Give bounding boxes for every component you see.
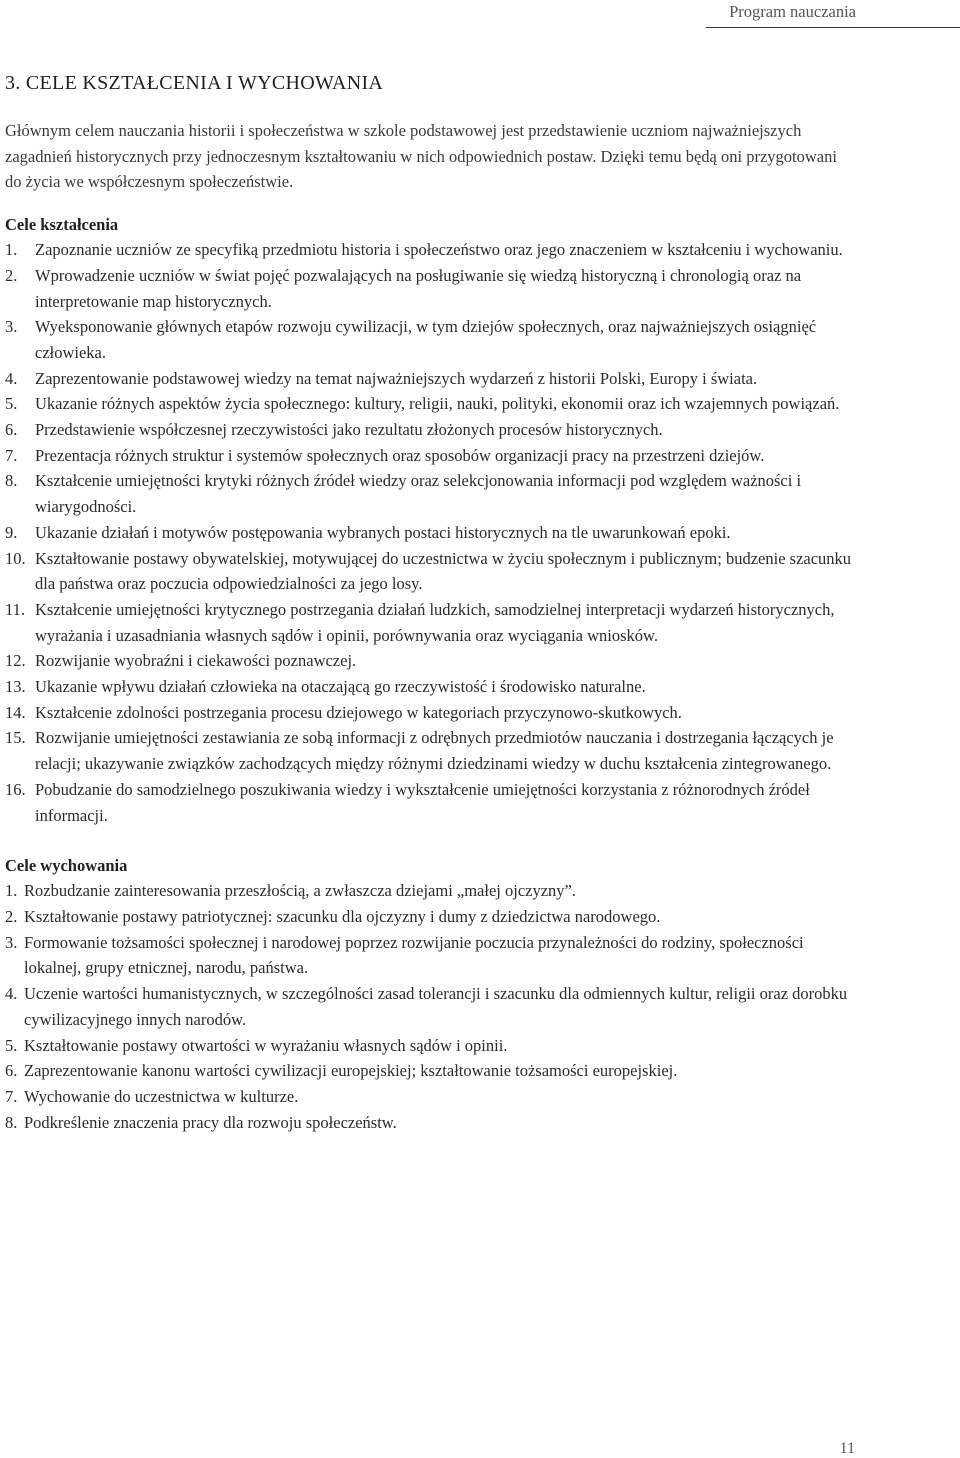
- item-number: 7.: [5, 445, 18, 465]
- list-item: [5, 904, 857, 930]
- list-item: [5, 314, 857, 365]
- item-text: Kształtowanie postawy otwartości w wyrażaniu własnych sądów i opinii.: [24, 1035, 508, 1055]
- item-text: Kształcenie umiejętności krytyki różnych źródeł wiedzy oraz selekcjonowania informacji pod względem ważności i wiarygodności.: [35, 471, 802, 517]
- item-text: Uczenie wartości humanistycznych, w szczególności zasad tolerancji i szacunku dla odmiennych kultur, religii oraz dorobku cywilizacyjnego innych narodów.: [24, 984, 848, 1029]
- item-number: 2.: [5, 906, 18, 926]
- list-item: [5, 674, 857, 700]
- item-number: 2.: [5, 265, 18, 285]
- list-item: [5, 597, 857, 648]
- item-number: 4.: [5, 368, 18, 388]
- item-text: Kształcenie umiejętności krytycznego postrzegania działań ludzkich, samodzielnej interpretacji wydarzeń historycznych, wyrażania i uzasadniania własnych sądów i opinii, porównywania oraz wyciągania wniosków.: [35, 599, 835, 645]
- item-text: Rozwijanie umiejętności zestawiania ze sobą informacji z odrębnych przedmiotów nauczania i dostrzegania łączących je relacji; ukazywanie związków zachodzących między różnymi dziedzinami wiedzy w duchu kształcenia zintegrowanego.: [35, 728, 834, 774]
- list-item: [5, 1058, 857, 1084]
- list-item: [5, 878, 857, 904]
- upbringing-goals-list: [5, 878, 857, 1135]
- list-item: [5, 1033, 857, 1059]
- item-number: 6.: [5, 1061, 18, 1081]
- item-number: 3.: [5, 932, 18, 952]
- list-item: [5, 546, 857, 597]
- item-number: 8.: [5, 471, 18, 491]
- list-item: [5, 777, 857, 828]
- item-text: Rozbudzanie zainteresowania przeszłością, a zwłaszcza dziejami „małej ojczyzny”.: [24, 881, 577, 901]
- list-item: [5, 520, 857, 546]
- item-text: Prezentacja różnych struktur i systemów społecznych oraz sposobów organizacji pracy na przestrzeni dziejów.: [35, 445, 765, 465]
- item-number: 12.: [5, 651, 26, 671]
- item-number: 1.: [5, 881, 18, 901]
- item-number: 15.: [5, 728, 26, 748]
- item-number: 1.: [5, 240, 18, 260]
- item-text: Wychowanie do uczestnictwa w kulturze.: [24, 1086, 299, 1106]
- item-text: Kształcenie zdolności postrzegania procesu dziejowego w kategoriach przyczynowo-skutkowych.: [35, 702, 682, 722]
- upbringing-goals-heading: Cele wychowania: [5, 856, 128, 876]
- item-number: 6.: [5, 420, 18, 440]
- list-item: [5, 648, 857, 674]
- item-number: 5.: [5, 1035, 18, 1055]
- item-number: 7.: [5, 1086, 18, 1106]
- section-title: 3. CELE KSZTAŁCENIA I WYCHOWANIA: [5, 72, 384, 94]
- page-content: [5, 70, 857, 1135]
- list-item: [5, 725, 857, 776]
- item-number: 8.: [5, 1112, 18, 1132]
- list-item: [5, 1110, 857, 1136]
- item-text: Ukazanie wpływu działań człowieka na otaczającą go rzeczywistość i środowisko naturalne.: [35, 677, 646, 697]
- item-number: 9.: [5, 522, 18, 542]
- item-text: Ukazanie różnych aspektów życia społecznego: kultury, religii, nauki, polityki, ekonomii oraz ich wzajemnych powiązań.: [35, 394, 840, 414]
- education-goals-list: [5, 237, 857, 828]
- item-number: 3.: [5, 317, 18, 337]
- list-item: [5, 1084, 857, 1110]
- list-item: [5, 391, 857, 417]
- section-gap: [5, 828, 857, 853]
- item-text: Pobudzanie do samodzielnego poszukiwania wiedzy i wykształcenie umiejętności korzystania z różnorodnych źródeł informacji.: [35, 779, 810, 825]
- item-text: Ukazanie działań i motywów postępowania wybranych postaci historycznych na tle uwarunkowań epoki.: [35, 522, 731, 542]
- page-number: 11: [839, 1440, 855, 1457]
- item-text: Zaprezentowanie podstawowej wiedzy na temat najważniejszych wydarzeń z historii Polski, Europy i świata.: [35, 368, 758, 388]
- item-number: 10.: [5, 548, 26, 568]
- list-item: [5, 981, 857, 1032]
- item-text: Rozwijanie wyobraźni i ciekawości poznawczej.: [35, 651, 357, 671]
- item-text: Przedstawienie współczesnej rzeczywistości jako rezultatu złożonych procesów historycznych.: [35, 420, 663, 440]
- item-text: Zapoznanie uczniów ze specyfiką przedmiotu historia i społeczeństwo oraz jego znaczeniem w kształceniu i wychowaniu.: [35, 240, 843, 260]
- list-item: [5, 468, 857, 519]
- education-goals-heading: Cele kształcenia: [5, 215, 119, 235]
- item-number: 13.: [5, 677, 26, 697]
- item-number: 16.: [5, 779, 26, 799]
- item-text: Formowanie tożsamości społecznej i narodowej poprzez rozwijanie poczucia przynależności do rodziny, społeczności lokalnej, grupy etnicznej, narodu, państwa.: [24, 932, 804, 978]
- item-number: 11.: [5, 599, 26, 619]
- item-text: Kształtowanie postawy obywatelskiej, motywującej do uczestnictwa w życiu społecznym i publicznym; budzenie szacunku dla państwa oraz poczucia odpowiedzialności za jego losy.: [35, 548, 852, 594]
- list-item: [5, 700, 857, 726]
- item-text: Podkreślenie znaczenia pracy dla rozwoju społeczeństw.: [24, 1112, 397, 1132]
- list-item: [5, 263, 857, 314]
- item-number: 4.: [5, 984, 18, 1004]
- intro-paragraph: Głównym celem nauczania historii i społeczeństwa w szkole podstawowej jest przedstawienie uczniom najważniejszych zagadnień historycznych przy jednoczesnym kształtowaniu w nich odpowiednich postaw. Dzięki temu będą oni przygotowani do życia we współczesnym społeczeństwie.: [5, 121, 837, 192]
- item-text: Wprowadzenie uczniów w świat pojęć pozwalających na posługiwanie się wiedzą historyczną i chronologią oraz na interpretowanie map historycznych.: [35, 265, 802, 311]
- list-item: [5, 237, 857, 263]
- list-item: [5, 443, 857, 469]
- header-rule: [706, 27, 960, 28]
- list-item: [5, 417, 857, 443]
- item-text: Kształtowanie postawy patriotycznej: szacunku dla ojczyzny i dumy z dziedzictwa narodowego.: [24, 906, 661, 926]
- list-item: [5, 930, 857, 981]
- list-item: [5, 366, 857, 392]
- item-number: 14.: [5, 702, 26, 722]
- item-number: 5.: [5, 394, 18, 414]
- item-text: Wyeksponowanie głównych etapów rozwoju cywilizacji, w tym dziejów społecznych, oraz najważniejszych osiągnięć człowieka.: [35, 317, 817, 362]
- running-title: Program nauczania: [729, 2, 856, 21]
- item-text: Zaprezentowanie kanonu wartości cywilizacji europejskiej; kształtowanie tożsamości europejskiej.: [24, 1061, 678, 1081]
